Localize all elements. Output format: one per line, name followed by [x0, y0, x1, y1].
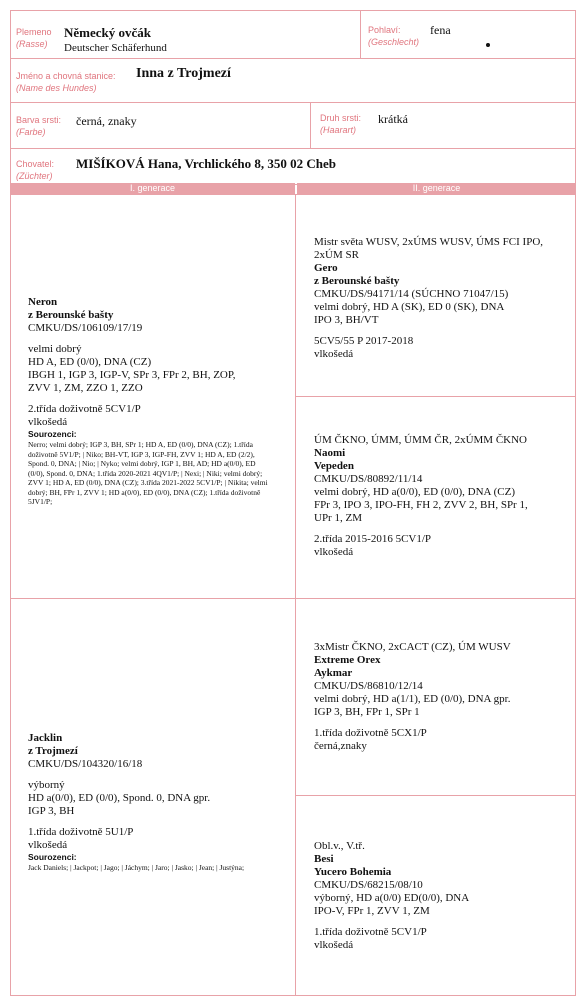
gp4-registration: CMKU/DS/68215/08/10 — [314, 879, 423, 891]
gp4-titles-1: Obl.v., V.tř. — [314, 840, 365, 852]
name-label: Jméno a chovná stanice: — [16, 71, 116, 81]
dam-cell — [28, 732, 290, 873]
gp4-name: Besi — [314, 853, 334, 865]
gp3-kennel: Aykmar — [314, 667, 353, 679]
gp1-kennel: z Berounské bašty — [314, 275, 400, 287]
header-divider-1 — [10, 58, 576, 59]
dog-name-value: Inna z Trojmezí — [136, 66, 231, 81]
coat-value: krátká — [378, 112, 408, 126]
sire-name: Neron — [28, 296, 58, 308]
gp4-health: výborný, HD a(0/0) ED(0/0), DNA — [314, 892, 470, 904]
breed-label-de: (Rasse) — [16, 39, 48, 49]
gp1-titles-1: Mistr světa WUSV, 2xÚMS WUSV, ÚMS FCI IPO, — [314, 236, 544, 248]
dam-kennel: z Trojmezí — [28, 745, 78, 757]
grandparent-cell-3 — [314, 641, 572, 753]
dam-grade: výborný — [28, 779, 65, 791]
parents-divider — [10, 598, 576, 599]
generation-1-header: I. generace — [10, 183, 295, 194]
breed-label: Plemeno — [16, 27, 52, 37]
breed-label-block — [16, 26, 52, 50]
grandparent-cell-4 — [314, 840, 572, 952]
gp1-show: 5CV5/55 P 2017-2018 — [314, 335, 414, 347]
gp2-health: velmi dobrý, HD a(0/0), ED (0/0), DNA (CZ) — [314, 486, 516, 498]
color-value: černá, znaky — [76, 114, 137, 128]
gp2-exams-2: UPr 1, ZM — [314, 512, 362, 524]
sex-label-block — [368, 24, 419, 48]
sire-show: 2.třída doživotně 5CV1/P — [28, 403, 141, 415]
gp1-color: vlkošedá — [314, 348, 354, 360]
dam-exams: IGP 3, BH — [28, 805, 75, 817]
gp1-health: velmi dobrý, HD A (SK), ED 0 (SK), DNA — [314, 301, 505, 313]
sex-label: Pohlaví: — [368, 25, 401, 35]
sire-exams-1: IBGH 1, IGP 3, IGP-V, SPr 3, FPr 2, BH, ZOP, — [28, 369, 236, 381]
gp2-color: vlkošedá — [314, 546, 354, 558]
gp1-name: Gero — [314, 262, 338, 274]
grandparents-divider-2 — [295, 795, 576, 796]
color-label: Barva srsti: — [16, 115, 62, 125]
header-divider-vertical — [360, 10, 361, 58]
color-label-de: (Farbe) — [16, 127, 46, 137]
generation-2-header: II. generace — [297, 183, 576, 194]
dam-siblings: Jack Daniels; | Jackpot; | Jago; | Jáchym; | Jaro; | Jasko; | Jean; | Justýna; — [28, 863, 245, 872]
dam-color: vlkošedá — [28, 839, 68, 851]
gp4-exams: IPO-V, FPr 1, ZVV 1, ZM — [314, 905, 430, 917]
gp4-show: 1.třída doživotně 5CV1/P — [314, 926, 427, 938]
grandparents-divider-1 — [295, 396, 576, 397]
gp3-name: Extreme Orex — [314, 654, 381, 666]
breed-value: Německý ovčák — [64, 25, 152, 40]
sire-cell — [28, 296, 290, 507]
breeder-label: Chovatel: — [16, 159, 55, 169]
sire-color: vlkošedá — [28, 416, 68, 428]
dam-siblings-title: Sourozenci: — [28, 852, 77, 862]
dam-registration: CMKU/DS/104320/16/18 — [28, 758, 143, 770]
gp1-registration: CMKU/DS/94171/14 (SÚCHNO 71047/15) — [314, 288, 509, 300]
breeder-label-de: (Züchter) — [16, 171, 53, 181]
gp1-exams: IPO 3, BH/VT — [314, 314, 379, 326]
sire-exams-2: ZVV 1, ZM, ZZO 1, ZZO — [28, 382, 143, 394]
gp1-titles-2: 2xÚM SR — [314, 249, 359, 261]
gp3-titles-1: 3xMistr ČKNO, 2xCACT (CZ), ÚM WUSV — [314, 641, 511, 653]
pedigree-center-line — [295, 194, 296, 996]
sire-kennel: z Berounské bašty — [28, 309, 114, 321]
gp2-exams-1: FPr 3, IPO 3, IPO-FH, FH 2, ZVV 2, BH, SPr 1, — [314, 499, 528, 511]
dam-health: HD a(0/0), ED (0/0), Spond. 0, DNA gpr. — [28, 792, 211, 804]
gp4-color: vlkošedá — [314, 939, 354, 951]
grandparent-cell-1 — [314, 236, 572, 361]
header-divider-2 — [10, 102, 576, 103]
dam-show: 1.třída doživotně 5U1/P — [28, 826, 134, 838]
dam-name: Jacklin — [28, 732, 63, 744]
sire-siblings-title: Sourozenci: — [28, 429, 77, 439]
sire-grade: velmi dobrý — [28, 343, 82, 355]
gp2-name: Naomi — [314, 447, 346, 459]
coat-label-de: (Haarart) — [320, 125, 357, 135]
gp3-registration: CMKU/DS/86810/12/14 — [314, 680, 423, 692]
color-label-block — [16, 114, 61, 138]
grandparent-cell-2 — [314, 434, 572, 559]
gp3-color: černá,znaky — [314, 740, 367, 752]
coat-label-block — [320, 112, 361, 136]
name-label-block — [16, 70, 116, 94]
coat-label: Druh srsti: — [320, 113, 362, 123]
gp2-show: 2.třída 2015-2016 5CV1/P — [314, 533, 432, 545]
gp3-health: velmi dobrý, HD a(1/1), ED (0/0), DNA gpr. — [314, 693, 511, 705]
gp3-exams: IGP 3, BH, FPr 1, SPr 1 — [314, 706, 420, 718]
breed-value-de: Deutscher Schäferhund — [64, 42, 167, 54]
header-divider-3 — [10, 148, 576, 149]
breeder-value: MIŠÍKOVÁ Hana, Vrchlického 8, 350 02 Cheb — [76, 156, 337, 171]
name-label-de: (Name des Hundes) — [16, 83, 97, 93]
speck-mark — [486, 43, 490, 47]
gp3-show: 1.třída doživotně 5CX1/P — [314, 727, 427, 739]
gp2-titles-1: ÚM ČKNO, ÚMM, ÚMM ČR, 2xÚMM ČKNO — [314, 434, 528, 446]
sire-siblings: Nerro; velmi dobrý; IGP 3, BH, SPr 1; HD A, ED (0/0), DNA (CZ); 1.třída doživotně 5V1/P; | Niko; BH-VT, IGP 3, IGP-FH, ZVV 1; HD A, ED (2/2), Spond. 0, DNA; | Nio; | Nyko; velmi dobrý, IGP 1, BH, AD; HD a(0/0), ED (0/0), Spond. 0, DNA; 1.třída 2020-2021 4QV1/P; | Nexi; | Niki; velmi dobrý; ZVV 1; HD A, ED (0/0), DNA (CZ); 3.třída 2021-2022 5CV1/P; | Nikita; velmi dobrý; BH, FPr 1, ZVV 1; HD a(0/0), ED (0/0), DNA (CZ); 1.třída doživotně 5JV1/P; — [28, 440, 268, 506]
gp4-kennel: Yucero Bohemia — [314, 866, 392, 878]
sire-registration: CMKU/DS/106109/17/19 — [28, 322, 143, 334]
sire-health: HD A, ED (0/0), DNA (CZ) — [28, 356, 152, 368]
gp2-registration: CMKU/DS/80892/11/14 — [314, 473, 423, 485]
gp2-kennel: Vepeden — [314, 460, 354, 472]
breeder-label-block — [16, 158, 54, 182]
header-divider-vertical-2 — [310, 102, 311, 148]
sex-value: fena — [430, 23, 451, 37]
sex-label-de: (Geschlecht) — [368, 37, 420, 47]
